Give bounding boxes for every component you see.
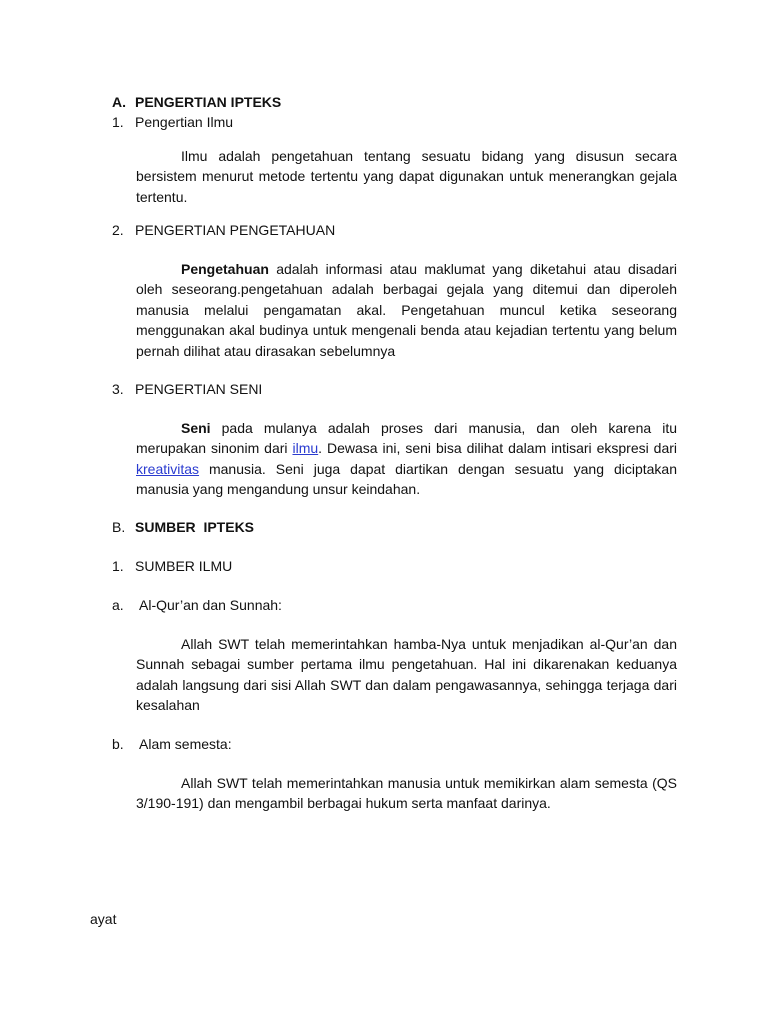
section-a-heading: [112, 93, 281, 111]
section-b-title: SUMBER IPTEKS: [135, 519, 255, 535]
sub-a-paragraph: [136, 634, 677, 716]
footer-text: ayat: [90, 911, 117, 927]
item-2-text: adalah informasi atau maklumat yang diketahui atau disadari oleh seseorang.pengetahuan adalah berbagai gejala yang ditemui dan diperoleh manusia melalui pengamatan akal. Pengetahuan muncul ketika seseorang menggunakan akal budinya untuk mengenali benda atau kejadian tertentu yang belum pernah dilihat atau dirasakan sebelumnya: [136, 261, 677, 359]
item-3-text-3: manusia. Seni juga dapat diartikan dengan sesuatu yang diciptakan manusia yang mengandung unsur keindahan.: [136, 460, 677, 498]
item-1-marker: 1.: [112, 114, 124, 130]
item-3-marker: 3.: [112, 381, 124, 397]
ilmu-link[interactable]: ilmu: [292, 440, 319, 457]
item-2-paragraph: [136, 259, 677, 361]
item-3-text-2: . Dewasa ini, seni bisa dilihat dalam intisari ekspresi dari: [318, 440, 677, 457]
sub-a-marker: a.: [112, 597, 124, 613]
sumber-ilmu-heading: [112, 557, 232, 575]
sub-b-title: Alam semesta:: [139, 736, 232, 752]
item-3-bold-term: Seni: [181, 420, 211, 436]
item-1-paragraph: [136, 146, 677, 207]
item-2-bold-term: Pengetahuan: [181, 261, 269, 277]
item-3-text-1: pada mulanya adalah proses dari manusia, dan oleh karena itu merupakan sinonim dari: [136, 420, 677, 457]
sumber-ilmu-title: SUMBER ILMU: [135, 558, 233, 574]
section-a-marker: A.: [112, 94, 126, 110]
item-2-marker: 2.: [112, 222, 124, 238]
item-2-title: PENGERTIAN PENGETAHUAN: [135, 222, 336, 238]
item-3-heading: [112, 380, 262, 398]
sub-a-text: Allah SWT telah memerintahkan hamba-Nya untuk menjadikan al-Qur’an dan Sunnah sebagai sumber pertama ilmu pengetahuan. Hal ini dikarenakan keduanya adalah langsung dari sisi Allah SWT dan dalam pengawasannya, sehingga terjaga dari kesalahan: [136, 636, 677, 714]
item-2-heading: [112, 221, 335, 239]
sumber-ilmu-marker: 1.: [112, 558, 124, 574]
item-1-text: Ilmu adalah pengetahuan tentang sesuatu bidang yang disusun secara bersistem menurut metode tertentu yang dapat digunakan untuk menerangkan gejala tertentu.: [136, 148, 677, 205]
sub-b-heading: [112, 735, 232, 753]
item-3-paragraph: [136, 418, 677, 500]
sub-b-text: Allah SWT telah memerintahkan manusia untuk memikirkan alam semesta (QS 3/190-191) dan mengambil berbagai hukum serta manfaat darinya.: [136, 775, 677, 812]
kreativitas-link[interactable]: kreativitas: [136, 460, 200, 477]
item-3-title: PENGERTIAN SENI: [135, 381, 263, 397]
sub-a-heading: [112, 596, 282, 614]
item-1-title: Pengertian Ilmu: [135, 114, 234, 130]
item-1-heading: [112, 113, 233, 131]
section-a-title: PENGERTIAN IPTEKS: [135, 94, 282, 110]
sub-b-marker: b.: [112, 736, 124, 752]
section-b-marker: B.: [112, 519, 126, 535]
sub-a-title: Al-Qur’an dan Sunnah:: [139, 597, 282, 613]
section-b-heading: [112, 518, 254, 536]
sub-b-paragraph: [136, 773, 677, 814]
